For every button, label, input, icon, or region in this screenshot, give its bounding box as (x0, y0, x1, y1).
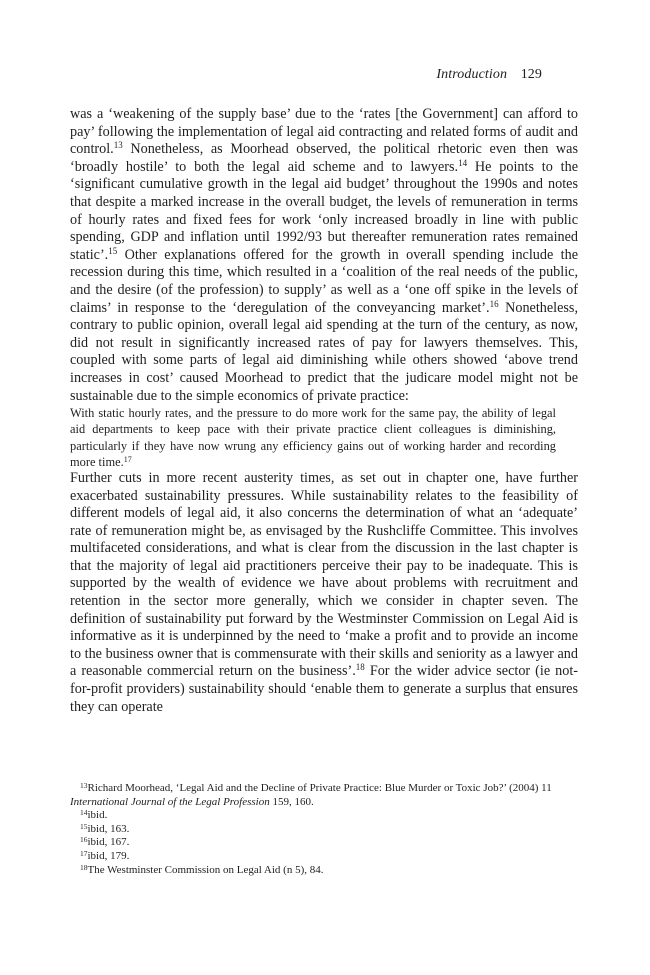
paragraph-1 (70, 106, 578, 405)
page-number: 129 (520, 67, 542, 82)
footnote-text: ibid, 179. (87, 849, 130, 862)
chapter-title: Introduction (436, 67, 508, 82)
footnote-number: 13 (80, 781, 88, 790)
footnote-number: 18 (80, 862, 88, 872)
quote-text: With static hourly rates, and the pressure to do more work for the same pay, the ability of legal aid departments to keep pace with their private practice client colleagues is diminishing, particularly if they have now wrung any efficiency gains out of working harder and recording more time. (70, 406, 556, 469)
footnote (70, 823, 578, 837)
footnote (70, 782, 578, 809)
text-segment: Nonetheless, contrary to public opinion, overall legal aid spending at the turn of the century, as now, did not result in significantly increased rates of pay for lawyers themselves. This, coupled with some parts of legal aid diminishing while others showed ‘above trend increases in cost’ caused Moorhead to predict that the judicare model might not be sustainable due to the simple economics of private practice: (70, 299, 578, 404)
main-text (70, 106, 578, 716)
footnote-ref: 17 (123, 454, 132, 464)
text-segment: He points to the ‘significant cumulative growth in the legal aid budget’ throughout the 1990s and notes that despite a marked increase in the overall budget, the levels of remuneration in terms of hourly rates and fixed fees for work ‘only increased broadly in line with public spending, GDP and inflation until 1992/93 but thereafter remuneration rates remained static’. (70, 158, 578, 263)
footnote-text: ibid. (87, 809, 108, 822)
footnote-ref: 15 (108, 245, 118, 256)
footnote-ref: 13 (113, 140, 123, 151)
footnote-number: 17 (80, 848, 88, 858)
footnote (70, 809, 578, 823)
footnote-text: The Westminster Commission on Legal Aid (n 5), 84. (87, 863, 324, 876)
block-quote (70, 405, 556, 470)
footnote-number: 15 (80, 821, 88, 831)
footnote-text: Richard Moorhead, ‘Legal Aid and the Decline of Private Practice: Blue Murder or Toxic Job?’ (2004) 11 (87, 782, 552, 794)
footnote-text: ibid, 167. (87, 836, 130, 849)
footnote-text: ibid, 163. (87, 822, 130, 835)
footnote (70, 864, 578, 878)
footnote-ref: 16 (489, 298, 499, 309)
paragraph-2 (70, 470, 578, 716)
running-head (436, 67, 542, 83)
journal-title: International Journal of the Legal Profession (70, 795, 270, 808)
text-segment: Other explanations offered for the growth in overall spending include the recession during this time, which resulted in a ‘coalition of the real needs of the public, and the desire (of the profession) to supply’ as well as a ‘one off spike in the levels of claims’ in response to the ‘deregulation of the conveyancing market’. (70, 246, 578, 316)
footnote-ref: 18 (355, 662, 365, 673)
footnote-ref: 14 (458, 157, 468, 168)
footnote (70, 850, 578, 864)
footnote-number: 16 (80, 835, 88, 845)
footnote-number: 14 (80, 808, 88, 818)
text-segment: was a ‘weakening of the supply base’ due to the ‘rates [the Government] can afford to pay’ following the implementation of legal aid contracting and related forms of audit and control. (70, 106, 578, 158)
text-segment: Nonetheless, as Moorhead observed, the political rhetoric even then was ‘broadly hostile’ to both the legal aid scheme and to lawyers. (70, 141, 578, 175)
footnote (70, 836, 578, 850)
text-segment: For the wider advice sector (ie not-for-profit providers) sustainability should ‘enable them to generate a surplus that ensures they can operate (70, 663, 578, 715)
footnotes (70, 782, 578, 877)
text-segment: Further cuts in more recent austerity times, as set out in chapter one, have further exacerbated sustainability pressures. While sustainability relates to the feasibility of different models of legal aid, it also concerns the determination of what an ‘adequate’ rate of remuneration might be, as envisaged by the Rushcliffe Committee. This involves multifaceted considerations, and what is clear from the discussion in the last chapter is that the majority of legal aid practitioners perceive their pay to be inadequate. This is supported by the wealth of evidence we have about problems with recruitment and retention in the sector more generally, which we consider in chapter seven. The definition of sustainability put forward by the Westminster Commission on Legal Aid is informative as it is underpinned by the need to ‘make a profit and to provide an income to the business owner that is commensurate with their skills and seniority as a lawyer and a reasonable commercial return on the business’. (70, 469, 578, 680)
footnote-text: 159, 160. (269, 795, 314, 808)
